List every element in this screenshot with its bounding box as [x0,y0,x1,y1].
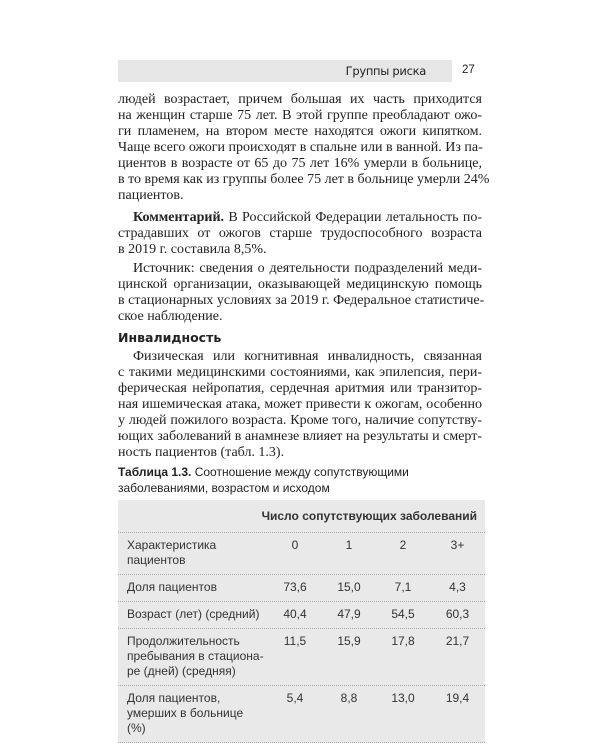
text-line: цинской организации, оказывающей медицинскую помощь [118,277,482,292]
cell: 21,7 [445,634,470,648]
text-line: людей возрастает, причем большая их часть приходится [118,92,482,107]
text-line: на женщин старше 75 лет. В этой группе преобладают ожо- [118,108,482,123]
row-label: Возраст (лет) (средний) [127,607,260,621]
text-line: у людей пожилого возраста. Кроме того, наличие сопутству- [118,413,482,428]
cell: 17,8 [391,634,415,648]
table-row [118,602,485,629]
text-line: в стационарных условиях за 2019 г. Федеральное статистиче- [118,293,485,308]
text-line: в 2019 г. составила 8,5%. [118,242,267,257]
cell: 8,8 [340,691,358,705]
text-line: в то время как из группы более 75 лет в больнице умерли 24% [118,172,490,187]
cell: 4,3 [449,580,466,594]
row-label: Доля пациентов [127,580,217,594]
table-row [118,629,485,686]
text-line: ги пламенем, на втором месте находятся ожоги кипятком. [118,124,482,139]
table-row [118,533,485,575]
cell: 1 [345,538,353,552]
table-header-row [118,500,485,533]
cell: 60,3 [445,607,470,621]
table-caption [118,464,488,496]
running-header [118,60,452,82]
table-row [118,686,485,743]
text-line: ферическая нейропатия, сердечная аритмия или транзитор- [118,381,482,396]
text-line: ная ишемическая атака, может привести к ожогам, особенно [118,397,482,412]
cell: 47,9 [337,607,361,621]
text-line: Физическая или когнитивная инвалидность, связанная [133,349,482,364]
text-line: ское наблюдение. [118,309,223,324]
row-label: Доля пациентов, умерших в больнице (%) [127,691,244,735]
row-label: Продолжительность пребывания в стационаре (дней) (средняя) [127,634,264,678]
text-line [118,210,482,226]
cell: 3+ [450,538,465,552]
paragraph-comment [118,210,482,258]
text-line: ность пациентов (табл. 1.3). [118,445,285,460]
cell: 0 [291,538,299,552]
comorbidity-table [118,500,485,743]
text-span: В Российской Федерации летальность по- [224,210,482,225]
cell: 19,4 [445,691,470,705]
paragraph-disability [118,349,482,461]
cell: 7,1 [394,580,412,594]
table-row [118,575,485,602]
cell: 54,5 [391,607,415,621]
table-number: Таблица 1.3. [118,465,192,479]
paragraph-elderly [118,92,490,204]
text-line: ющих заболеваний в анамнезе влияет на результаты и смерт- [118,429,483,444]
cell: 40,4 [283,607,307,621]
cell: 5,4 [286,691,304,705]
text-line: с такими медицинскими состояниями, как эпилепсия, пери- [118,365,482,380]
text-line: циентов в возрасте от 65 до 75 лет 16% умерли в больнице, [118,156,482,171]
cell: 13,0 [391,691,415,705]
text-line: пациентов. [118,188,184,203]
cell: 73,6 [283,580,307,594]
section-heading: Инвалидность [118,330,222,345]
cell: 15,0 [337,580,361,594]
text-line: Источник: сведения о деятельности подразделений меди- [133,261,482,276]
group-header: Число сопутствующих заболеваний [261,509,477,523]
cell: 2 [399,538,407,552]
caption-text: Соотношение между сопутствующими заболеваниями, возрастом и исходом [118,465,409,495]
text-line: Чаще всего ожоги происходят в спальне или в ванной. Из па- [118,140,483,155]
row-label: Характеристика пациентов [127,538,217,567]
section-title: Группы риска [345,64,426,78]
text-line: страдавших от ожогов старше трудоспособного возраста [118,226,482,241]
page-number: 27 [462,64,475,76]
cell: 15,9 [337,634,361,648]
comment-label: Комментарий. [133,210,225,225]
cell: 11,5 [283,634,307,648]
paragraph-source [118,261,485,325]
